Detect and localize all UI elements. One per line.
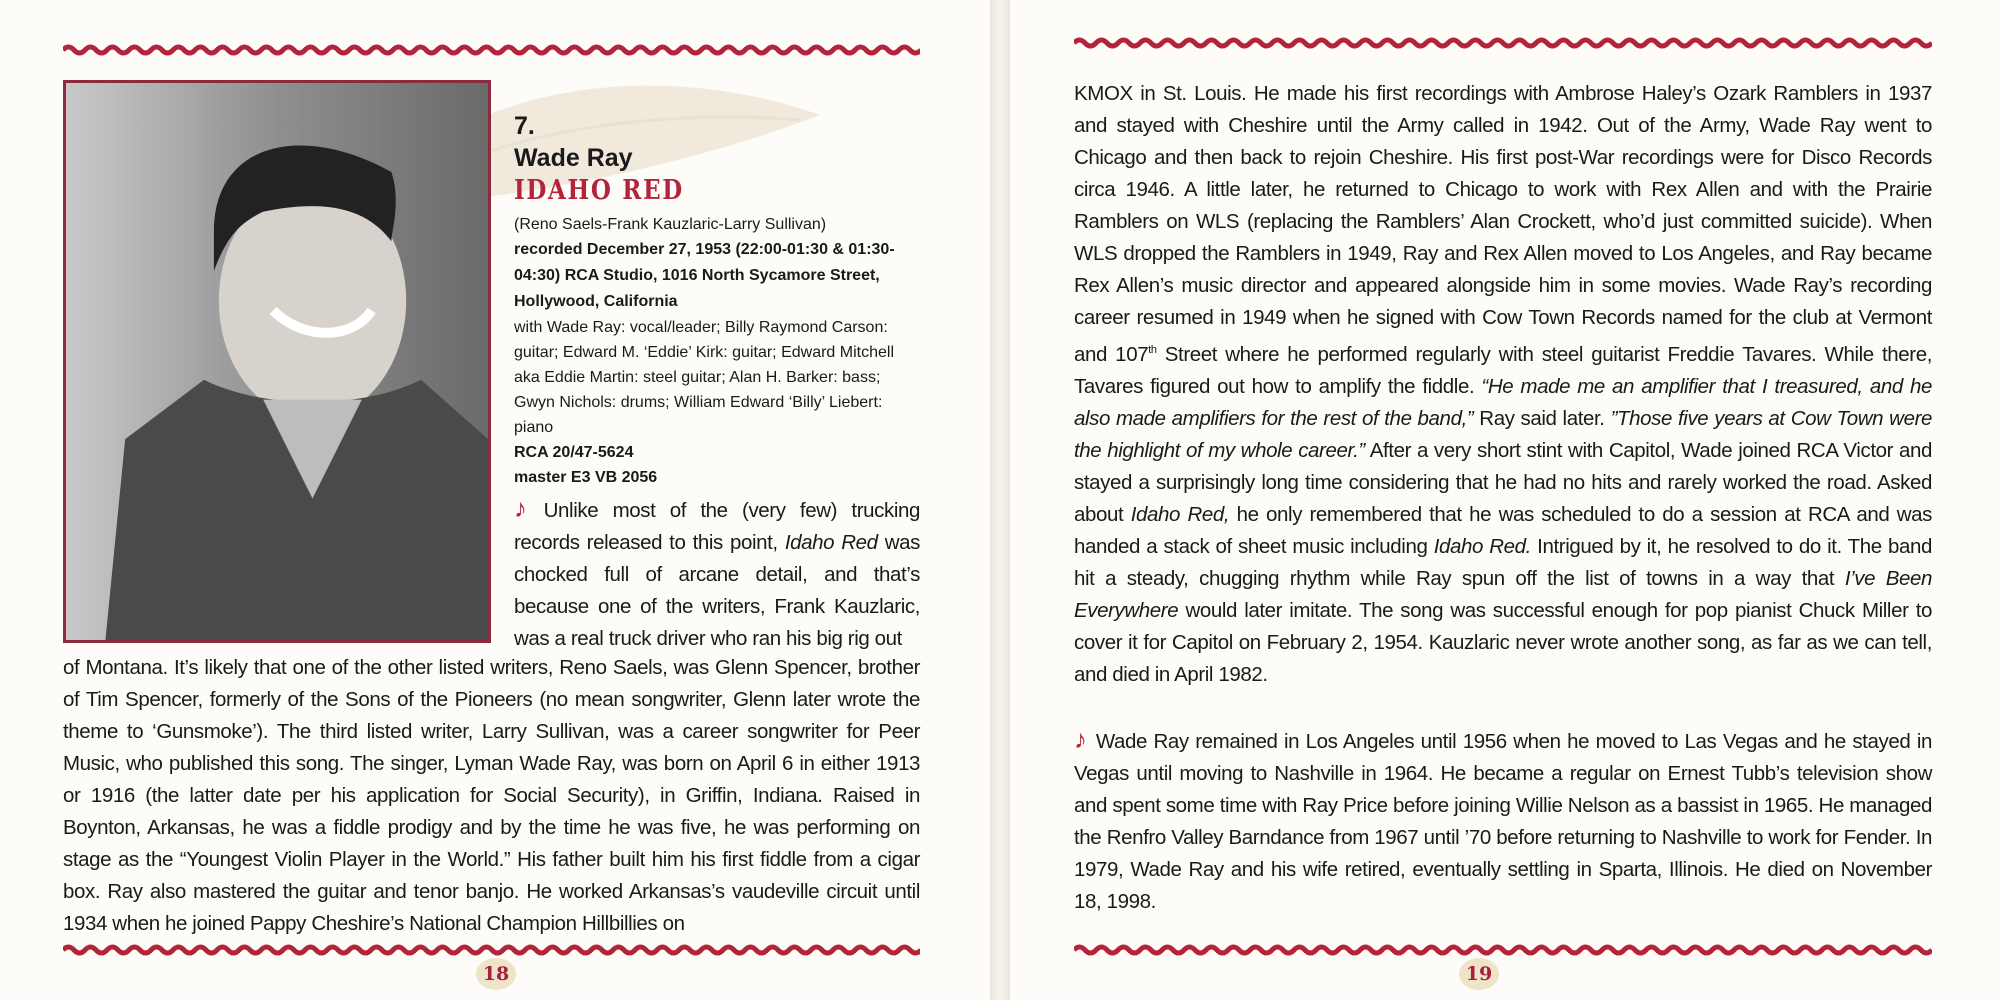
body-paragraph-career	[1074, 78, 1932, 691]
music-note-icon: ♪	[1074, 724, 1088, 754]
wavy-rule-top-right	[1074, 35, 1932, 51]
catalog-number: RCA 20/47-5624	[514, 444, 634, 461]
quote-italic: “He made me an amplifier that I treasured, and he also made amplifiers for the rest of the band,”	[1074, 374, 1932, 430]
wade-ray-photo	[63, 80, 491, 643]
body-paragraph-intro	[514, 492, 920, 655]
text-run: Street where he performed regularly with steel guitarist Freddie Tavares. While there, Tavares figured out how to amplify the fiddle.	[1074, 342, 1932, 398]
text-run: Wade Ray remained in Los Angeles until 1956 when he moved to Las Vegas and he stayed in Vegas until moving to Nashville in 1964. He became a regular on Ernest Tubb’s television show and spent some time with Ray Price before joining Willie Nelson as a bassist in 1965. He managed the Renfro Valley Barndance from 1967 until ’70 before returning to Nashville to work for Fender. In 1979, Wade Ray and his wife retired, eventually settling in Sparta, Illinois. He died on November 18, 1998.	[1074, 730, 1932, 913]
writers: (Reno Saels-Frank Kauzlaric-Larry Sullivan)	[514, 216, 827, 233]
book-gutter	[990, 0, 1010, 1000]
text-run: Unlike most of the (very few) trucking records released to this point,	[514, 499, 920, 554]
text-run: Ray said later.	[1479, 406, 1605, 430]
text-run: Intrigued by it, he resolved to do it. The band hit a steady, chugging rhythm while Ray spun off the list of towns in a way that	[1074, 534, 1933, 590]
track-number: 7.	[514, 112, 535, 140]
text-run: After a very short stint with Capitol, Wade joined RCA Victor and stayed a surprisingly long time considering that he had no hits and rarely worked the road. Asked about	[1074, 438, 1932, 526]
song-title: IDAHO RED	[514, 175, 684, 206]
song-title-italic: Idaho Red.	[1433, 534, 1531, 558]
text-run: was chocked full of arcane detail, and that’s because one of the writers, Frank Kauzlaric, was a real truck driver who ran his big rig out	[514, 531, 921, 650]
song-title-italic: Idaho Red,	[1130, 502, 1230, 526]
master-number: master E3 VB 2056	[514, 469, 658, 486]
song-title-italic: I’ve Been Everywhere	[1074, 566, 1933, 622]
wavy-rule-bottom-right	[1074, 942, 1932, 958]
track-info	[514, 110, 924, 490]
text-run: would later imitate. The song was successful enough for pop pianist Chuck Miller to cover it for Capitol on February 2, 1954. Kauzlaric never wrote another song, as far as we can tell, and died in April 1982.	[1074, 598, 1933, 686]
body-paragraph-later-life	[1074, 723, 1932, 918]
body-paragraph-biography: of Montana. It’s likely that one of the other listed writers, Reno Saels, was Glenn Spencer, brother of Tim Spencer, formerly of the Sons of the Pioneers (no mean songwriter, Glenn later wrote the theme to ‘Gunsmoke’). The third listed writer, Larry Sullivan, was a career songwriter for Peer Music, who published this song. The singer, Lyman Wade Ray, was born on April 6 in either 1913 or 1916 (the latter date per his application for Social Security), in Griffin, Indiana. Raised in Boynton, Arkansas, he was a fiddle prodigy and by the time he was five, he was performing on stage as the “Youngest Violin Player in the World.” His father built him his first fiddle from a cigar box. Ray also mastered the guitar and tenor banjo. He worked Arkansas’s vaudeville circuit until 1934 when he joined Pappy Cheshire’s National Champion Hillbillies on	[63, 656, 920, 935]
page-number-left: 18	[476, 958, 516, 990]
artist-name: Wade Ray	[514, 144, 633, 172]
page-number-right: 19	[1459, 958, 1499, 990]
personnel-credits: with Wade Ray: vocal/leader; Billy Raymond Carson: guitar; Edward M. ‘Eddie’ Kirk: guitar; Edward Mitchell aka Eddie Martin: steel guitar; Alan H. Barker: bass; Gwyn Nichols: drums; William Edward ‘Billy’ Liebert: piano	[514, 319, 894, 436]
music-note-icon: ♪	[514, 493, 536, 523]
text-run: he only remembered that he was scheduled to do a session at RCA and was handed a stack of sheet music including	[1074, 502, 1933, 558]
ordinal-suffix: th	[1148, 344, 1157, 356]
quote-italic: ”Those five years at Cow Town were the highlight of my whole career.”	[1074, 406, 1933, 462]
wavy-rule-bottom-left	[63, 942, 920, 958]
song-title-italic: Idaho Red	[784, 531, 878, 554]
text-run: KMOX in St. Louis. He made his first recordings with Ambrose Haley’s Ozark Ramblers in 1937 and stayed with Cheshire until the Army called in 1942. Out of the Army, Wade Ray went to Chicago and then back to rejoin Cheshire. His first post-War recordings were for Disco Records circa 1946. A little later, he returned to Chicago to work with Rex Allen and with the Prairie Ramblers on WLS (replacing the Ramblers’ Alan Crockett, who’d just committed suicide). When WLS dropped the Ramblers in 1949, Ray and Rex Allen moved to Los Angeles, and Ray became Rex Allen’s music director and appeared alongside him in some movies. Wade Ray’s recording career resumed in 1949 when he signed with Cow Town Records named for the club at Vermont and 107	[1074, 82, 1932, 366]
recording-details: recorded December 27, 1953 (22:00-01:30 & 01:30-04:30) RCA Studio, 1016 North Sycamore Street, Hollywood, California	[514, 241, 895, 310]
